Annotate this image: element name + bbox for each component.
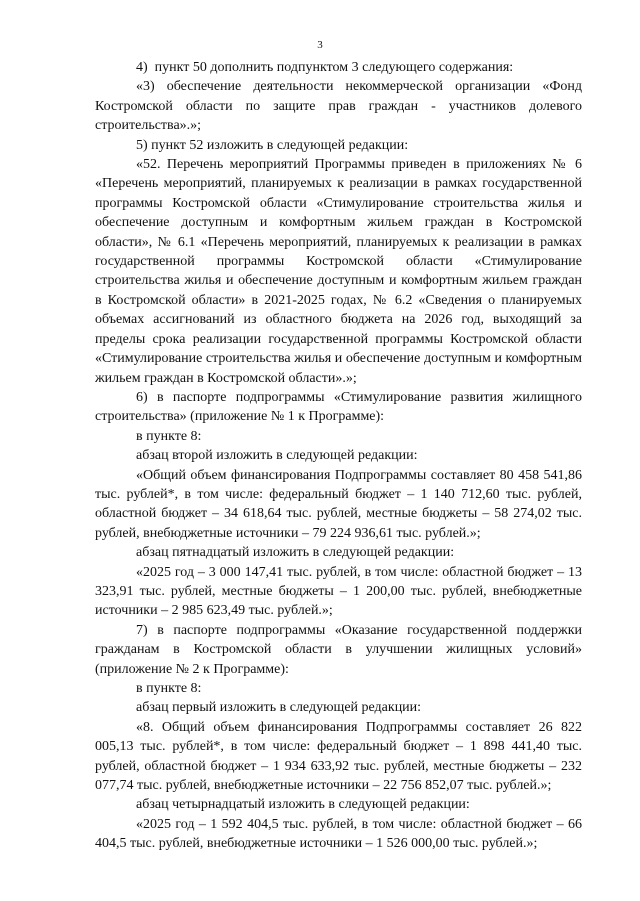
paragraph: «3) обеспечение деятельности некоммерческой организации «Фонд Костромской области по защите прав граждан - участников долевого строительства».»; bbox=[95, 79, 582, 134]
paragraph: в пункте 8: bbox=[136, 681, 202, 696]
paragraph: «52. Перечень мероприятий Программы приведен в приложениях № 6 «Перечень мероприятий, планируемых к реализации в рамках государственной программы Костромской области «Стимулирование строительства жилья и обеспечение доступным и комфортным жильем граждан в Костромской области», № 6.1 «Перечень мероприятий, планируемых к реализации в рамках государственной программы Костромской области «Стимулирование строительства жилья и обеспечение доступным и комфортным жильем граждан в Костромской области» в 2021-2025 годах, № 6.2 «Сведения о планируемых объемах ассигнований из областного бюджета на 2026 год, выходящий за пределы срока реализации государственной программы Костромской области «Стимулирование строительства жилья и обеспечение доступным и комфортным жильем граждан в Костромской области».»; bbox=[95, 157, 582, 386]
paragraph: 6) в паспорте подпрограммы «Стимулирование развития жилищного строительства» (приложение № 1 к Программе): bbox=[95, 389, 582, 425]
paragraph: 4) пункт 50 дополнить подпунктом 3 следующего содержания: bbox=[136, 60, 514, 75]
paragraph: «2025 год – 1 592 404,5 тыс. рублей, в том числе: областной бюджет – 66 404,5 тыс. рублей, внебюджетные источники – 1 526 000,00 тыс. рублей.»; bbox=[95, 816, 582, 852]
paragraph: «8. Общий объем финансирования Подпрограммы составляет 26 822 005,13 тыс. рублей*, в том числе: федеральный бюджет – 1 898 441,40 тыс. рублей, областной бюджет – 1 934 633,92 тыс. рублей, местные бюджеты – 232 077,74 тыс. рублей, внебюджетные источники – 22 756 852,07 тыс. рублей.»; bbox=[95, 719, 582, 794]
paragraph: абзац первый изложить в следующей редакции: bbox=[136, 700, 422, 716]
paragraph: 5) пункт 52 изложить в следующей редакции: bbox=[136, 137, 409, 153]
paragraph: в пункте 8: bbox=[136, 428, 202, 444]
document-body bbox=[95, 58, 582, 854]
paragraph: абзац второй изложить в следующей редакции: bbox=[136, 448, 418, 464]
paragraph: «2025 год – 3 000 147,41 тыс. рублей, в том числе: областной бюджет – 13 323,91 тыс. рублей, местные бюджеты – 1 200,00 тыс. рублей, внебюджетные источники – 2 985 623,49 тыс. рублей.»; bbox=[95, 564, 582, 619]
paragraph: «Общий объем финансирования Подпрограммы составляет 80 458 541,86 тыс. рублей*, в том числе: федеральный бюджет – 1 140 712,60 тыс. рублей, областной бюджет – 34 618,64 тыс. рублей, местные бюджеты – 58 274,02 тыс. рублей, внебюджетные источники – 79 224 936,61 тыс. рублей.»; bbox=[95, 467, 582, 541]
paragraph: 7) в паспорте подпрограммы «Оказание государственной поддержки гражданам в Костромской области в улучшении жилищных условий» (приложение № 2 к Программе): bbox=[95, 622, 582, 677]
page-number: 3 bbox=[317, 39, 323, 51]
paragraph: абзац пятнадцатый изложить в следующей редакции: bbox=[136, 545, 455, 561]
paragraph: абзац четырнадцатый изложить в следующей редакции: bbox=[136, 797, 470, 813]
